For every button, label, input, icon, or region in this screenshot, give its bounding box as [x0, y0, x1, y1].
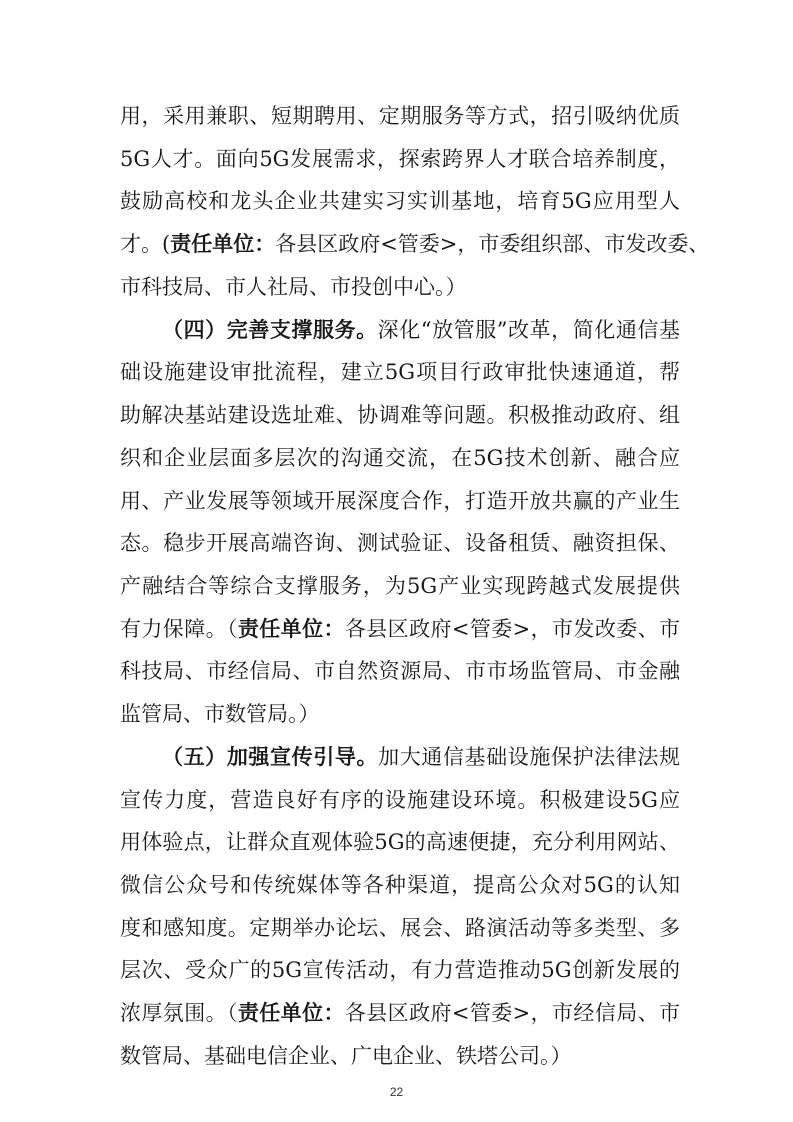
- responsibility-label: 责任单位：: [237, 1001, 345, 1025]
- text-line: 才。(责任单位：各县区政府<管委>，市委组织部、市发改委、: [120, 232, 710, 256]
- text-line: 产融结合等综合支撑服务，为5G产业实现跨越式发展提供: [120, 574, 680, 598]
- text-line: 微信公众号和传统媒体等各种渠道，提高公众对5G的认知: [120, 873, 680, 897]
- text-line: 用，采用兼职、短期聘用、定期服务等方式，招引吸纳优质: [120, 104, 680, 128]
- text-line: 度和感知度。定期举办论坛、展会、路演活动等多类型、多: [120, 916, 680, 940]
- section-heading: （四）完善支撑服务。: [162, 318, 378, 342]
- text-line: 织和企业层面多层次的沟通交流，在5G技术创新、融合应: [120, 446, 680, 470]
- responsibility-label: 责任单位：: [170, 232, 276, 256]
- text-line: 宣传力度，营造良好有序的设施建设环境。积极建设5G应: [120, 788, 680, 812]
- responsibility-label: 责任单位：: [237, 617, 345, 641]
- text-line: 数管局、基础电信企业、广电企业、铁塔公司。）: [120, 1044, 572, 1068]
- text-line: 市科技局、市人社局、市投创中心。）: [120, 275, 467, 299]
- text-line: 础设施建设审批流程，建立5G项目行政审批快速通道，帮: [120, 360, 680, 384]
- text-line: 层次、受众广的5G宣传活动，有力营造推动5G创新发展的: [120, 958, 680, 982]
- text-line: 有力保障。（责任单位：各县区政府<管委>，市发改委、市: [120, 617, 681, 641]
- text-line: 监管局、市数管局。）: [120, 702, 320, 726]
- section-heading-line: （五）加强宣传引导。加大通信基础设施保护法律法规: [162, 745, 681, 769]
- section-heading-line: （四）完善支撑服务。深化“放管服”改革，简化通信基: [162, 318, 680, 342]
- text-line: 用、产业发展等领域开展深度合作，打造开放共赢的产业生: [120, 489, 680, 513]
- page-number: 22: [389, 1085, 404, 1099]
- text-line: 态。稳步开展高端咨询、测试验证、设备租赁、融资担保、: [120, 531, 680, 555]
- text-line: 科技局、市经信局、市自然资源局、市市场监管局、市金融: [120, 659, 680, 683]
- text-line: 鼓励高校和龙头企业共建实习实训基地，培育5G应用型人: [120, 189, 680, 213]
- section-heading: （五）加强宣传引导。: [162, 745, 379, 769]
- text-line: 5G人才。面向5G发展需求，探索跨界人才联合培养制度，: [120, 147, 680, 171]
- text-line: 助解决基站建设选址难、协调难等问题。积极推动政府、组: [120, 403, 680, 427]
- text-line: 用体验点，让群众直观体验5G的高速便捷，充分利用网站、: [120, 830, 680, 854]
- text-line: 浓厚氛围。（责任单位：各县区政府<管委>，市经信局、市: [120, 1001, 681, 1025]
